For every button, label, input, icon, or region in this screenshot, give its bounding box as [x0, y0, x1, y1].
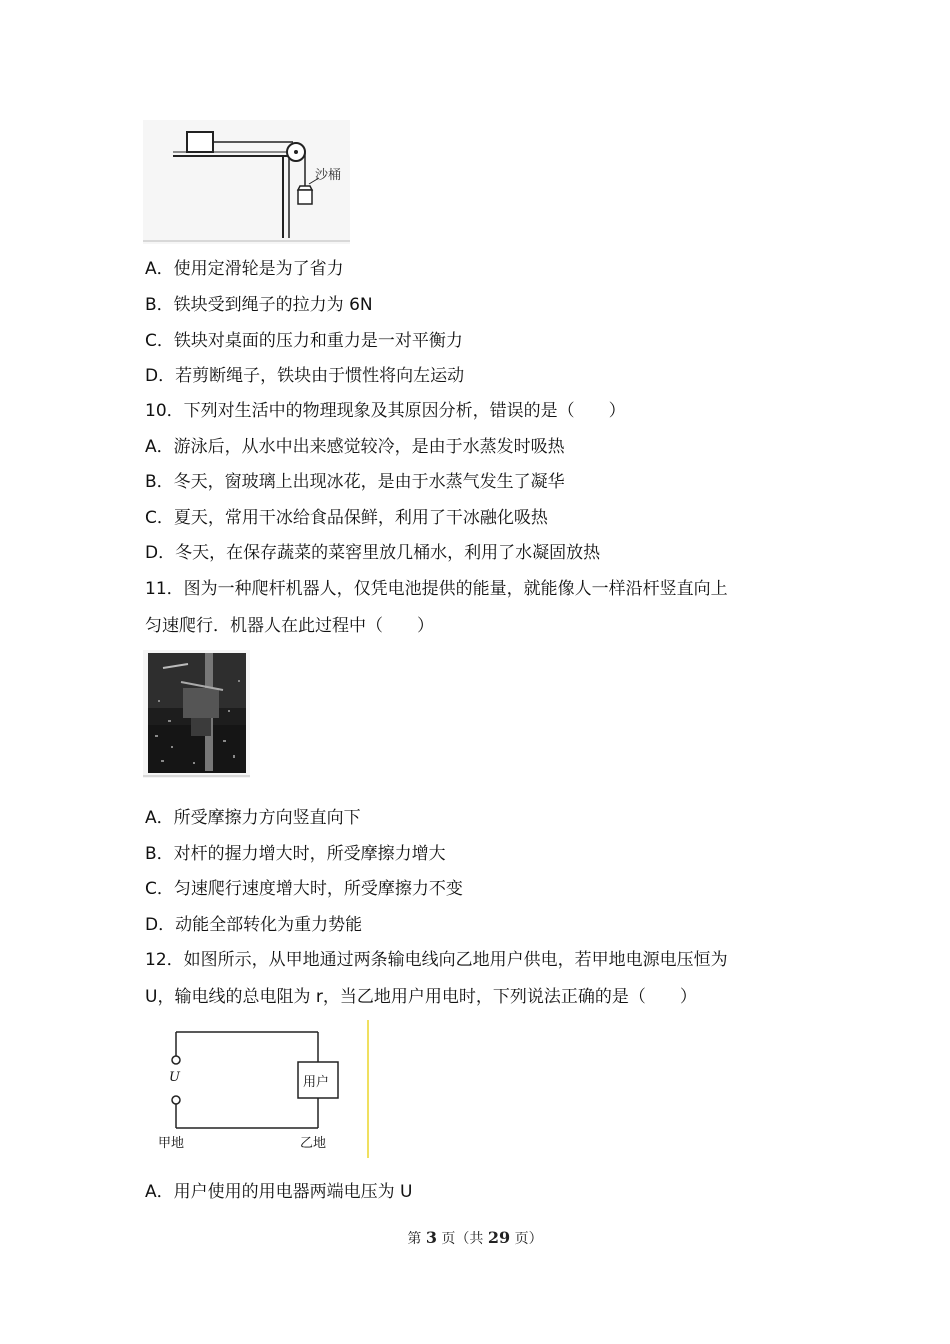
footer-prefix: 第: [407, 1231, 426, 1247]
source-voltage-label: U: [169, 1070, 180, 1085]
q10-option-d: D．冬天，在保存蔬菜的菜窖里放几桶水，利用了水凝固放热: [145, 543, 601, 563]
q10-stem: 10．下列对生活中的物理现象及其原因分析，错误的是（ ）: [145, 401, 626, 421]
q10-option-c: C．夏天，常用干冰给食品保鲜，利用了干冰融化吸热: [145, 508, 548, 528]
q11-option-c: C．匀速爬行速度增大时，所受摩擦力不变: [145, 879, 463, 899]
q9-option-b: B．铁块受到绳子的拉力为 6N: [145, 295, 373, 315]
load-label: 用户: [303, 1075, 330, 1090]
q11-option-d: D．动能全部转化为重力势能: [145, 915, 363, 935]
page-total: 29: [487, 1228, 511, 1247]
pulley-figure: [143, 120, 350, 244]
q9-option-c: C．铁块对桌面的压力和重力是一对平衡力: [145, 331, 463, 351]
q11-stem-line1: 11．图为一种爬杆机器人，仅凭电池提供的能量，就能像人一样沿杆竖直向上: [145, 579, 728, 599]
q11-option-b: B．对杆的握力增大时，所受摩擦力增大: [145, 844, 446, 864]
page-number: 3: [425, 1228, 437, 1247]
sand-bucket-label: 沙桶: [315, 168, 342, 183]
q12-stem-line1: 12．如图所示，从甲地通过两条输电线向乙地用户供电，若甲地电源电压恒为: [145, 950, 728, 970]
page-footer: [0, 1228, 950, 1248]
q10-option-b: B．冬天，窗玻璃上出现冰花，是由于水蒸气发生了凝华: [145, 472, 565, 492]
q10-option-a: A．游泳后，从水中出来感觉较冷，是由于水蒸发时吸热: [145, 437, 565, 457]
climbing-robot-photo: [143, 650, 250, 778]
q12-option-a: A．用户使用的用电器两端电压为 U: [145, 1182, 413, 1202]
footer-suffix: 页）: [510, 1231, 543, 1247]
footer-middle: 页（共: [436, 1231, 488, 1247]
q11-stem-line2: 匀速爬行．机器人在此过程中（ ）: [145, 616, 434, 636]
location-yi-label: 乙地: [300, 1136, 327, 1151]
power-supply-circuit-diagram: [148, 1020, 373, 1160]
q12-stem-line2: U，输电线的总电阻为 r，当乙地用户用电时，下列说法正确的是（ ）: [145, 987, 697, 1007]
location-jia-label: 甲地: [158, 1136, 185, 1151]
q9-option-d: D．若剪断绳子，铁块由于惯性将向左运动: [145, 366, 465, 386]
q11-option-a: A．所受摩擦力方向竖直向下: [145, 808, 361, 828]
q9-option-a: A．使用定滑轮是为了省力: [145, 259, 344, 279]
